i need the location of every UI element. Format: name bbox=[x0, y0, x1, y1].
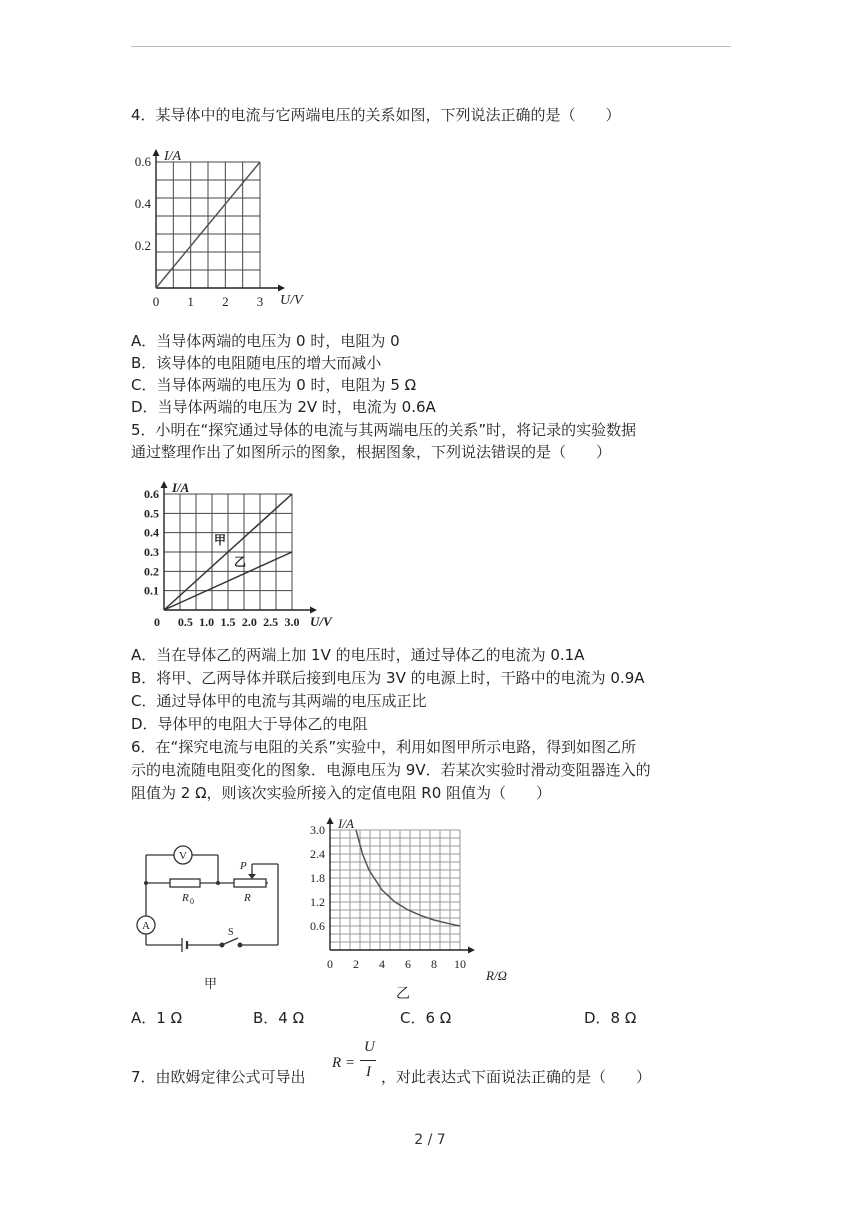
y-tick-label: 0.6 bbox=[310, 919, 325, 933]
q5-current-voltage-chart bbox=[128, 474, 348, 640]
y-tick-label: 0.6 bbox=[134, 154, 151, 169]
rheostat-r-symbol bbox=[234, 879, 266, 887]
y-tick-label: 0.1 bbox=[144, 583, 159, 598]
y-tick-label: 0.4 bbox=[144, 525, 159, 540]
q5-option-c[interactable]: C．通过导体甲的电流与其两端的电压成正比 bbox=[131, 692, 427, 710]
formula-denominator: I bbox=[366, 1064, 371, 1080]
x-axis-arrow bbox=[468, 947, 475, 954]
y-axis-label: I/A bbox=[338, 816, 354, 831]
y-axis-arrow bbox=[153, 149, 160, 156]
y-tick-label: 2.4 bbox=[310, 847, 325, 861]
q6-stem-line2: 示的电流随电阻变化的图象．电源电压为 9V．若某次实验时滑动变阻器连入的 bbox=[131, 761, 651, 779]
y-axis-label: I/A bbox=[172, 480, 190, 495]
y-tick-label: 0.4 bbox=[134, 196, 151, 211]
x-tick-label: 0.5 bbox=[177, 615, 193, 629]
q6-option-c[interactable]: C．6 Ω bbox=[400, 1009, 452, 1027]
y-axis-arrow bbox=[161, 481, 168, 488]
q5-option-b[interactable]: B．将甲、乙两导体并联后接到电压为 3V 的电源上时，干路中的电流为 0.9A bbox=[131, 669, 645, 687]
x-axis-label: R/Ω bbox=[486, 968, 507, 983]
x-tick-label: 2.0 bbox=[241, 615, 257, 629]
formula-lhs: R = bbox=[332, 1055, 356, 1071]
q6-circuit-diagram bbox=[128, 830, 308, 1000]
slider-p-label: P bbox=[240, 860, 247, 872]
circuit-caption: 甲 bbox=[204, 976, 218, 991]
y-tick-label: 0.3 bbox=[144, 545, 159, 559]
switch-label: S bbox=[228, 927, 234, 938]
x-tick-label: 1.0 bbox=[199, 615, 215, 629]
formula-fraction-bar bbox=[360, 1060, 376, 1061]
x-tick-label: 6 bbox=[405, 957, 411, 971]
x-tick-label: 4 bbox=[379, 957, 385, 971]
x-axis-label: U/V bbox=[280, 293, 303, 308]
q4-current-voltage-chart bbox=[128, 140, 318, 310]
q4-option-a[interactable]: A．当导体两端的电压为 0 时，电阻为 0 bbox=[131, 332, 400, 350]
q7-stem-suffix: ，对此表达式下面说法正确的是（ ） bbox=[381, 1068, 652, 1086]
y-tick-label: 3.0 bbox=[310, 823, 325, 837]
q5-stem-line1: 5．小明在“探究通过导体的电流与其两端电压的关系”时，将记录的实验数据 bbox=[131, 421, 637, 439]
q5-option-d[interactable]: D．导体甲的电阻大于导体乙的电阻 bbox=[131, 715, 368, 733]
voltmeter-label: V bbox=[179, 850, 187, 862]
y-tick-label: 0.6 bbox=[144, 487, 159, 501]
q4-option-c[interactable]: C．当导体两端的电压为 0 时，电阻为 5 Ω bbox=[131, 376, 417, 394]
r0-label: R bbox=[182, 892, 189, 904]
y-axis-arrow bbox=[327, 817, 334, 824]
x-tick-label: 3 bbox=[256, 294, 264, 309]
x-tick-label: 1 bbox=[187, 294, 194, 309]
series-label-1: 甲 bbox=[214, 533, 227, 547]
q6-current-resistance-chart bbox=[296, 810, 516, 1005]
q7-stem-prefix: 7．由欧姆定律公式可导出 bbox=[131, 1068, 306, 1086]
x-axis-label: U/V bbox=[310, 614, 332, 629]
y-axis-label: I/A bbox=[164, 149, 182, 164]
x-axis-arrow bbox=[310, 607, 317, 614]
x-axis-arrow bbox=[278, 285, 285, 292]
q4-stem: 4．某导体中的电流与它两端电压的关系如图，下列说法正确的是（ ） bbox=[131, 106, 621, 124]
q5-option-a[interactable]: A．当在导体乙的两端上加 1V 的电压时，通过导体乙的电流为 0.1A bbox=[131, 646, 585, 664]
ammeter-label: A bbox=[142, 920, 150, 932]
q6-option-a[interactable]: A．1 Ω bbox=[131, 1009, 183, 1027]
x-tick-label: 2 bbox=[353, 957, 359, 971]
page-number: 2 / 7 bbox=[414, 1132, 446, 1148]
q6-option-b[interactable]: B．4 Ω bbox=[253, 1009, 305, 1027]
formula-numerator: U bbox=[364, 1039, 375, 1055]
header-rule bbox=[131, 46, 731, 47]
y-tick-label: 0.5 bbox=[144, 506, 159, 521]
origin-label: 0 bbox=[154, 615, 160, 629]
r-label: R bbox=[244, 892, 251, 904]
x-tick-label: 0 bbox=[152, 294, 160, 309]
chart-caption: 乙 bbox=[396, 987, 410, 1002]
x-tick-label: 3.0 bbox=[284, 615, 300, 629]
resistor-r0-symbol bbox=[170, 879, 200, 887]
q6-option-d[interactable]: D．8 Ω bbox=[584, 1009, 637, 1027]
q6-stem-line3: 阻值为 2 Ω，则该次实验所接入的定值电阻 R0 阻值为（ ） bbox=[131, 784, 552, 802]
q4-option-d[interactable]: D．当导体两端的电压为 2V 时，电流为 0.6A bbox=[131, 398, 436, 416]
x-tick-label: 10 bbox=[454, 957, 466, 971]
r0-subscript: 0 bbox=[190, 897, 194, 906]
q5-stem-line2: 通过整理作出了如图所示的图象，根据图象，下列说法错误的是（ ） bbox=[131, 443, 612, 461]
x-tick-label: 2.5 bbox=[263, 615, 279, 629]
x-tick-label: 8 bbox=[431, 957, 437, 971]
x-tick-label: 2 bbox=[222, 294, 229, 309]
y-tick-label: 0.2 bbox=[144, 564, 159, 579]
y-tick-label: 1.8 bbox=[310, 871, 325, 885]
x-tick-label: 0 bbox=[327, 957, 333, 971]
y-tick-label: 0.2 bbox=[134, 238, 151, 253]
q6-stem-line1: 6．在“探究电流与电阻的关系”实验中，利用如图甲所示电路，得到如图乙所 bbox=[131, 738, 637, 756]
y-tick-label: 1.2 bbox=[310, 895, 325, 909]
q4-option-b[interactable]: B．该导体的电阻随电压的增大而减小 bbox=[131, 354, 382, 372]
series-label-2: 乙 bbox=[234, 555, 247, 569]
x-tick-label: 1.5 bbox=[220, 615, 236, 629]
